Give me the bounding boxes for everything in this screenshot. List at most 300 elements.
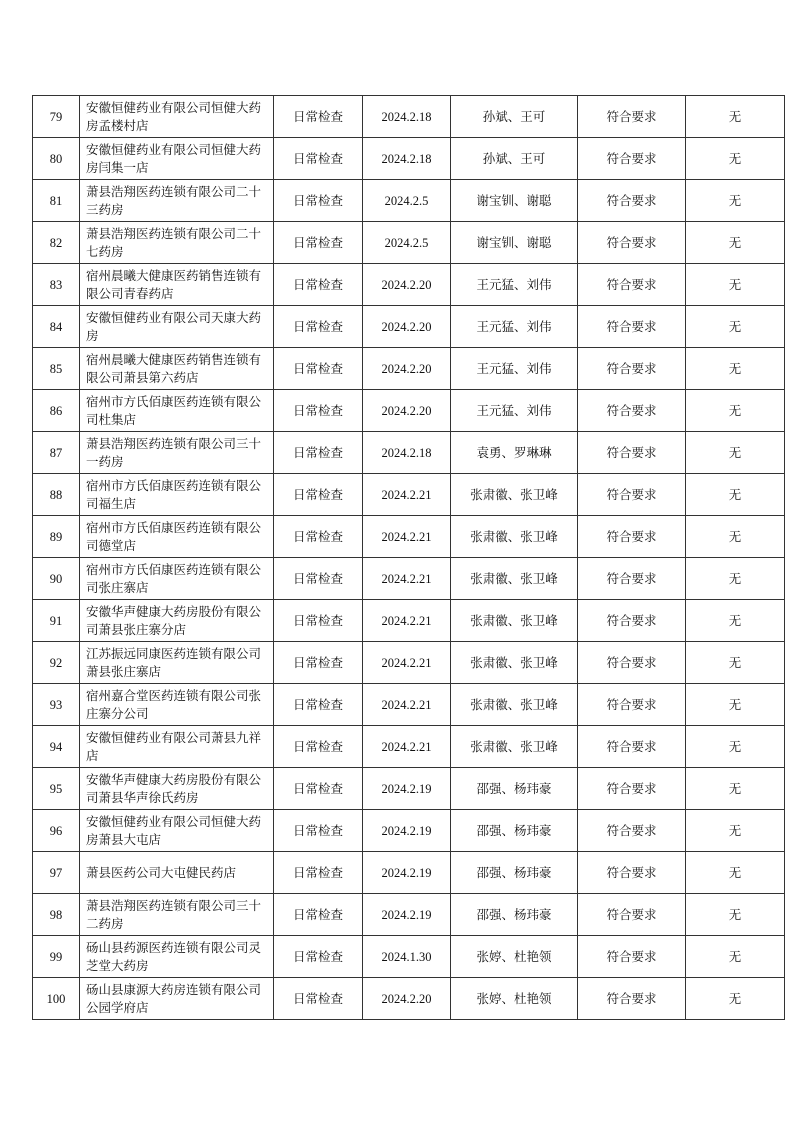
inspection-type: 日常检查 [292,444,343,460]
row-number: 82 [49,235,63,250]
inspection-result: 符合要求 [606,906,657,922]
pharmacy-name-cell [80,264,274,306]
inspection-date: 2024.2.20 [381,277,432,292]
issues-found-cell [686,978,785,1020]
inspection-date-cell [363,852,451,894]
inspection-result: 符合要求 [606,654,657,670]
issues-found: 无 [728,528,742,544]
row-number-cell [33,810,80,852]
row-number: 100 [46,991,66,1006]
inspectors: 张肃徽、张卫峰 [470,486,558,502]
inspection-date: 2024.2.21 [381,697,432,712]
inspectors: 张婷、杜艳领 [476,948,552,964]
issues-found-cell [686,96,785,138]
table-row [33,726,785,768]
row-number-cell [33,222,80,264]
inspection-type-cell [274,894,363,936]
pharmacy-name: 宿州嘉合堂医药连锁有限公司张庄寨分公司 [86,687,262,721]
inspection-type-cell [274,684,363,726]
issues-found-cell [686,180,785,222]
inspectors: 邵强、杨玮豪 [476,822,552,838]
inspection-result-cell [578,894,686,936]
inspection-date: 2024.2.18 [381,109,432,124]
inspection-date-cell [363,390,451,432]
issues-found-cell [686,684,785,726]
inspection-date: 2024.2.19 [381,865,432,880]
inspection-result: 符合要求 [606,990,657,1006]
table-row [33,978,785,1020]
row-number: 85 [49,361,63,376]
issues-found-cell [686,768,785,810]
row-number-cell [33,642,80,684]
inspection-result: 符合要求 [606,486,657,502]
row-number-cell [33,96,80,138]
inspection-date-cell [363,726,451,768]
inspection-type-cell [274,348,363,390]
pharmacy-name-cell [80,684,274,726]
inspection-type-cell [274,390,363,432]
row-number-cell [33,432,80,474]
issues-found-cell [686,138,785,180]
table-row [33,264,785,306]
pharmacy-name-cell [80,768,274,810]
inspectors: 邵强、杨玮豪 [476,864,552,880]
table-row [33,600,785,642]
pharmacy-name-cell [80,936,274,978]
pharmacy-name: 萧县浩翔医药连锁有限公司三十二药房 [86,897,262,931]
issues-found: 无 [728,486,742,502]
inspection-result: 符合要求 [606,108,657,124]
inspection-result: 符合要求 [606,528,657,544]
inspectors: 王元猛、刘伟 [476,360,552,376]
issues-found-cell [686,306,785,348]
row-number: 97 [49,865,63,880]
inspectors-cell [451,222,578,264]
row-number: 88 [49,487,63,502]
row-number: 91 [49,613,63,628]
inspection-result: 符合要求 [606,822,657,838]
pharmacy-name-cell [80,978,274,1020]
issues-found: 无 [728,696,742,712]
row-number-cell [33,264,80,306]
inspection-result-cell [578,432,686,474]
inspection-result-cell [578,138,686,180]
pharmacy-name: 安徽恒健药业有限公司恒健大药房闫集一店 [86,141,262,175]
pharmacy-name: 萧县浩翔医药连锁有限公司二十七药房 [86,225,262,259]
pharmacy-name: 宿州晨曦大健康医药销售连锁有限公司青春药店 [86,267,262,301]
inspection-date: 2024.2.20 [381,403,432,418]
row-number: 86 [49,403,63,418]
issues-found: 无 [728,612,742,628]
inspection-date: 2024.2.19 [381,781,432,796]
inspectors-cell [451,516,578,558]
inspection-result-cell [578,222,686,264]
pharmacy-name-cell [80,390,274,432]
pharmacy-name: 安徽恒健药业有限公司天康大药房 [86,309,262,343]
inspection-date: 2024.2.20 [381,319,432,334]
pharmacy-name: 宿州晨曦大健康医药销售连锁有限公司萧县第六药店 [86,351,262,385]
issues-found-cell [686,390,785,432]
inspectors: 王元猛、刘伟 [476,276,552,292]
inspection-table [32,95,785,1020]
row-number: 92 [49,655,63,670]
inspectors: 张肃徽、张卫峰 [470,696,558,712]
table-row [33,474,785,516]
table-row [33,180,785,222]
inspection-type-cell [274,474,363,516]
inspectors-cell [451,852,578,894]
inspection-type-cell [274,222,363,264]
inspection-result: 符合要求 [606,738,657,754]
inspection-date-cell [363,978,451,1020]
inspection-type: 日常检查 [292,192,343,208]
inspectors-cell [451,642,578,684]
inspection-result: 符合要求 [606,696,657,712]
inspection-date-cell [363,96,451,138]
inspection-type: 日常检查 [292,570,343,586]
row-number: 96 [49,823,63,838]
inspection-type-cell [274,558,363,600]
pharmacy-name-cell [80,180,274,222]
inspection-date: 2024.2.18 [381,445,432,460]
inspection-result-cell [578,96,686,138]
inspectors: 谢宝钏、谢聪 [476,192,552,208]
row-number-cell [33,306,80,348]
inspection-type-cell [274,642,363,684]
inspection-result-cell [578,390,686,432]
inspection-result-cell [578,936,686,978]
row-number: 84 [49,319,63,334]
inspectors: 张肃徽、张卫峰 [470,528,558,544]
issues-found-cell [686,726,785,768]
issues-found: 无 [728,864,742,880]
inspection-result: 符合要求 [606,276,657,292]
table-row [33,222,785,264]
row-number-cell [33,978,80,1020]
row-number-cell [33,180,80,222]
issues-found: 无 [728,990,742,1006]
inspection-result-cell [578,726,686,768]
pharmacy-name-cell [80,348,274,390]
issues-found-cell [686,642,785,684]
row-number: 99 [49,949,63,964]
inspectors-cell [451,894,578,936]
inspection-result: 符合要求 [606,570,657,586]
inspection-type: 日常检查 [292,360,343,376]
issues-found: 无 [728,780,742,796]
pharmacy-name-cell [80,222,274,264]
inspectors-cell [451,726,578,768]
inspection-result: 符合要求 [606,360,657,376]
inspection-date: 2024.2.5 [384,235,429,250]
inspection-result-cell [578,474,686,516]
issues-found-cell [686,894,785,936]
inspection-date-cell [363,768,451,810]
table-row [33,684,785,726]
inspection-table-body [33,96,785,1020]
row-number-cell [33,516,80,558]
inspection-type-cell [274,936,363,978]
inspectors: 孙斌、王可 [482,150,546,166]
issues-found: 无 [728,738,742,754]
inspectors-cell [451,936,578,978]
inspectors-cell [451,138,578,180]
pharmacy-name-cell [80,852,274,894]
pharmacy-name: 宿州市方氏佰康医药连锁有限公司张庄寨店 [86,561,262,595]
inspection-type: 日常检查 [292,738,343,754]
table-row [33,768,785,810]
inspection-date: 2024.2.21 [381,739,432,754]
inspection-date-cell [363,642,451,684]
pharmacy-name-cell [80,894,274,936]
inspection-type: 日常检查 [292,906,343,922]
pharmacy-name: 砀山县康源大药房连锁有限公司公园学府店 [86,981,262,1015]
inspection-type: 日常检查 [292,150,343,166]
inspection-date: 2024.2.19 [381,823,432,838]
inspection-date-cell [363,306,451,348]
issues-found-cell [686,474,785,516]
inspection-result: 符合要求 [606,444,657,460]
inspection-date-cell [363,180,451,222]
inspection-type-cell [274,96,363,138]
inspection-type: 日常检查 [292,528,343,544]
inspection-date-cell [363,348,451,390]
pharmacy-name: 安徽华声健康大药房股份有限公司萧县华声徐氏药房 [86,771,262,805]
issues-found-cell [686,348,785,390]
inspection-result-cell [578,978,686,1020]
inspection-date-cell [363,138,451,180]
inspectors-cell [451,180,578,222]
row-number: 93 [49,697,63,712]
row-number-cell [33,852,80,894]
pharmacy-name: 宿州市方氏佰康医药连锁有限公司福生店 [86,477,262,511]
inspection-type-cell [274,600,363,642]
inspection-result: 符合要求 [606,864,657,880]
inspection-result-cell [578,180,686,222]
inspection-date: 2024.2.20 [381,991,432,1006]
row-number: 80 [49,151,63,166]
inspection-type: 日常检查 [292,864,343,880]
inspection-type: 日常检查 [292,234,343,250]
inspection-date-cell [363,516,451,558]
row-number-cell [33,558,80,600]
issues-found-cell [686,222,785,264]
inspectors-cell [451,474,578,516]
pharmacy-name: 萧县浩翔医药连锁有限公司二十三药房 [86,183,262,217]
pharmacy-name: 江苏振远同康医药连锁有限公司萧县张庄寨店 [86,645,262,679]
issues-found-cell [686,264,785,306]
inspectors: 王元猛、刘伟 [476,318,552,334]
inspection-date-cell [363,558,451,600]
table-row [33,642,785,684]
inspection-result: 符合要求 [606,234,657,250]
inspectors: 张肃徽、张卫峰 [470,570,558,586]
inspection-result-cell [578,810,686,852]
row-number-cell [33,348,80,390]
inspectors: 张肃徽、张卫峰 [470,654,558,670]
inspection-date: 2024.2.5 [384,193,429,208]
inspection-date-cell [363,264,451,306]
pharmacy-name: 萧县浩翔医药连锁有限公司三十一药房 [86,435,262,469]
issues-found: 无 [728,906,742,922]
table-row [33,894,785,936]
issues-found: 无 [728,192,742,208]
inspection-type: 日常检查 [292,654,343,670]
pharmacy-name: 萧县医药公司大屯健民药店 [86,864,237,880]
inspection-result: 符合要求 [606,402,657,418]
pharmacy-name-cell [80,558,274,600]
issues-found: 无 [728,108,742,124]
inspection-type: 日常检查 [292,780,343,796]
table-row [33,810,785,852]
inspectors: 袁勇、罗琳琳 [476,444,552,460]
pharmacy-name-cell [80,642,274,684]
inspection-type: 日常检查 [292,612,343,628]
inspection-date-cell [363,810,451,852]
inspection-date: 2024.2.21 [381,655,432,670]
pharmacy-name-cell [80,432,274,474]
inspection-result-cell [578,558,686,600]
table-row [33,348,785,390]
inspection-result-cell [578,348,686,390]
pharmacy-name-cell [80,138,274,180]
inspection-type: 日常检查 [292,990,343,1006]
inspection-date: 2024.2.21 [381,571,432,586]
row-number-cell [33,390,80,432]
inspection-type: 日常检查 [292,948,343,964]
issues-found: 无 [728,402,742,418]
inspection-result-cell [578,852,686,894]
inspection-result-cell [578,642,686,684]
inspection-type-cell [274,432,363,474]
pharmacy-name: 安徽恒健药业有限公司恒健大药房孟楼村店 [86,99,262,133]
row-number: 98 [49,907,63,922]
inspection-type-cell [274,516,363,558]
table-row [33,852,785,894]
inspection-type-cell [274,852,363,894]
row-number-cell [33,726,80,768]
inspection-type-cell [274,726,363,768]
inspectors-cell [451,768,578,810]
inspection-date: 2024.2.21 [381,613,432,628]
inspection-date-cell [363,894,451,936]
inspection-date: 2024.1.30 [381,949,432,964]
inspectors-cell [451,348,578,390]
inspection-result-cell [578,684,686,726]
pharmacy-name: 安徽恒健药业有限公司萧县九祥店 [86,729,262,763]
row-number: 87 [49,445,63,460]
pharmacy-name: 宿州市方氏佰康医药连锁有限公司杜集店 [86,393,262,427]
inspection-result: 符合要求 [606,192,657,208]
issues-found: 无 [728,444,742,460]
inspection-type: 日常检查 [292,486,343,502]
inspectors: 张肃徽、张卫峰 [470,738,558,754]
pharmacy-name-cell [80,810,274,852]
inspectors-cell [451,684,578,726]
table-row [33,390,785,432]
inspection-result: 符合要求 [606,612,657,628]
pharmacy-name: 宿州市方氏佰康医药连锁有限公司德堂店 [86,519,262,553]
inspectors-cell [451,390,578,432]
pharmacy-name-cell [80,96,274,138]
inspection-type-cell [274,810,363,852]
inspection-type-cell [274,978,363,1020]
inspection-result: 符合要求 [606,948,657,964]
inspection-result-cell [578,306,686,348]
row-number-cell [33,936,80,978]
inspection-type-cell [274,264,363,306]
inspection-date-cell [363,936,451,978]
issues-found: 无 [728,360,742,376]
inspection-result-cell [578,600,686,642]
issues-found: 无 [728,318,742,334]
row-number-cell [33,768,80,810]
row-number: 81 [49,193,63,208]
row-number-cell [33,684,80,726]
inspection-date: 2024.2.18 [381,151,432,166]
inspection-type-cell [274,180,363,222]
table-row [33,96,785,138]
inspectors-cell [451,96,578,138]
table-row [33,558,785,600]
inspection-type: 日常检查 [292,822,343,838]
row-number: 83 [49,277,63,292]
row-number: 94 [49,739,63,754]
table-row [33,516,785,558]
inspection-type: 日常检查 [292,696,343,712]
inspection-result: 符合要求 [606,780,657,796]
row-number-cell [33,474,80,516]
issues-found-cell [686,432,785,474]
inspectors-cell [451,264,578,306]
pharmacy-name-cell [80,726,274,768]
inspection-result-cell [578,516,686,558]
pharmacy-name: 安徽恒健药业有限公司恒健大药房萧县大屯店 [86,813,262,847]
inspection-date: 2024.2.21 [381,487,432,502]
pharmacy-name-cell [80,516,274,558]
issues-found-cell [686,600,785,642]
inspection-type: 日常检查 [292,108,343,124]
inspection-date-cell [363,432,451,474]
issues-found-cell [686,936,785,978]
table-row [33,432,785,474]
inspectors: 孙斌、王可 [482,108,546,124]
row-number-cell [33,138,80,180]
issues-found-cell [686,516,785,558]
issues-found: 无 [728,654,742,670]
inspectors-cell [451,432,578,474]
inspectors-cell [451,306,578,348]
issues-found: 无 [728,234,742,250]
inspection-date: 2024.2.20 [381,361,432,376]
inspection-date-cell [363,474,451,516]
pharmacy-name-cell [80,474,274,516]
inspectors: 张婷、杜艳领 [476,990,552,1006]
inspection-date: 2024.2.21 [381,529,432,544]
inspectors: 谢宝钏、谢聪 [476,234,552,250]
inspection-result: 符合要求 [606,318,657,334]
row-number: 89 [49,529,63,544]
row-number: 95 [49,781,63,796]
issues-found-cell [686,810,785,852]
inspection-type-cell [274,306,363,348]
inspectors: 邵强、杨玮豪 [476,906,552,922]
inspectors: 张肃徽、张卫峰 [470,612,558,628]
inspectors: 王元猛、刘伟 [476,402,552,418]
issues-found-cell [686,558,785,600]
inspection-date-cell [363,222,451,264]
issues-found: 无 [728,822,742,838]
